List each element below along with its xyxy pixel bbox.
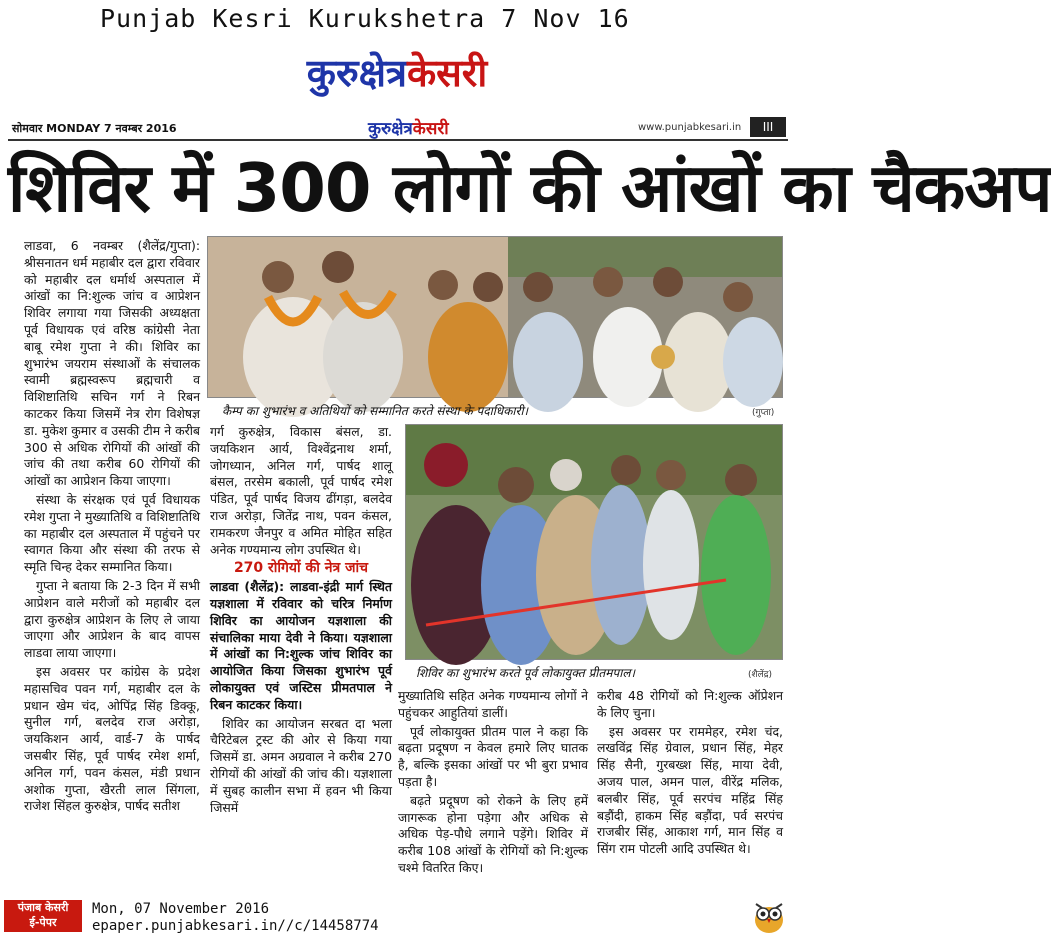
paragraph: मुख्यातिथि सहित अनेक गण्यमान्य लोगों ने पहुंचकर आहुतियां डालीं। bbox=[398, 688, 588, 720]
photo-image bbox=[406, 425, 782, 659]
paragraph: इस अवसर पर राममेहर, रमेश चंद, लखविंद्र सिंह ग्रेवाल, प्रधान सिंह, मेहर सिंह सैनी, गुरबख्श सिंह, माया देवी, अजय पाल, अमन पाल, वीरेंद्र मलिक, बलबीर सिंह, पूर्व सरपंच महिंद्र सिंह बड़ौंदी, हाकम सिंह बड़ौंदा, पर्व सरपंच राजबीर सिंह, आकाश गर्ग, मान सिंह व सिंग राम पोटली आदि उपस्थित थे। bbox=[597, 723, 783, 857]
paragraph: इस अवसर पर कांग्रेस के प्रदेश महासचिव पवन गर्ग, महाबीर दल के प्रधान खेम चंद, ओपिंद्र सिंह डिक्कू, सुनील गर्ग, बलदेव राज अरोड़ा, जयकिशन आर्य, वार्ड-7 के पार्षद जसबीर सिंह, पूर्व पार्षद रमेश शर्मा, अनिल गर्ग, पवन कंसल, मंडी प्रधान अशोक गुप्ता, खैरती लाल सिंगला, राजेश सिंहल कुरुक्षेत्र, पार्षद सतीश bbox=[24, 663, 200, 814]
site-url: www.punjabkesari.in bbox=[638, 122, 742, 133]
issue-date: सोमवार MONDAY 7 नवम्बर 2016 bbox=[12, 122, 177, 135]
masthead-part1: कुरुक्षेत्र bbox=[306, 51, 407, 95]
photo-credit-2: (शैलेंद्र) bbox=[748, 670, 773, 680]
page-header-bar bbox=[8, 117, 788, 141]
paragraph: पूर्व लोकायुक्त प्रीतम पाल ने कहा कि बढ़ता प्रदूषण न केवल हमारे लिए घातक है, बल्कि इसका आंखों पर भी बुरा प्रभाव पड़ता है। bbox=[398, 723, 588, 789]
headline: शिविर में 300 लोगों की आंखों का चैकअप bbox=[8, 149, 1051, 227]
photo-camp-inauguration bbox=[207, 236, 783, 398]
page-number: III bbox=[750, 117, 786, 137]
paragraph: गर्ग कुरुक्षेत्र, विकास बंसल, डा. जयकिशन आर्य, विश्वेंद्रनाथ शर्मा, जोगध्यान, अनिल गर्ग, पार्षद शालू बंसल, तरसेम बकाली, पूर्व पार्षद रमेश पंडित, पूर्व पार्षद विजय ढींगड़ा, बलदेव राज अरोड़ा, जितेंद्र नाथ, पवन कंसल, रामकरण जैनपुर व अमित मोहित सहित अनेक गण्यमान्य लोग उपस्थित थे। bbox=[210, 424, 392, 557]
subhead: 270 रोगियों की नेत्र जांच bbox=[233, 560, 369, 577]
epaper-footer bbox=[0, 896, 794, 940]
paragraph: लाडवा (शैलेंद्र): लाडवा-इंद्री मार्ग स्थित यज्ञशाला में रविवार को चरित्र निर्माण शिविर का आयोजन यज्ञशाला की संचालिका माया देवी ने किया। यज्ञशाला में आंखों का नि:शुल्क जांच शिविर का आयोजित किया जिसका शुभारंभ पूर्व लोकायुक्त एवं जस्टिस प्रीमतपाल ने रिबन काटकर किया। bbox=[210, 579, 392, 712]
article-column-4 bbox=[597, 688, 783, 890]
section-logo bbox=[368, 116, 449, 139]
section-logo-part2: केसरी bbox=[412, 119, 449, 139]
owl-mascot-icon bbox=[752, 898, 786, 934]
paragraph: गुप्ता ने बताया कि 2-3 दिन में सभी आप्रेशन वाले मरीजों को महाबीर दल द्वारा कुरुक्षेत्र आप्रेशन के लिए ले जाया जाएगा और आप्रेशन के बाद वापस लाडवा लाया जाएगा। bbox=[24, 577, 200, 661]
masthead-logo bbox=[0, 46, 794, 98]
paragraph: लाडवा, 6 नवम्बर (शैलेंद्र/गुप्ता): श्रीसनातन धर्म महाबीर दल द्वारा रविवार को महाबीर दल धर्मार्थ अस्पताल में आंखों का नि:शुल्क जांच व आप्रेशन शिविर लगाया गया जिसकी अध्यक्षता पूर्व विधायक एवं वरिष्ठ कांग्रेसी नेता बाबू रमेश गुप्ता ने की। शिविर का शुभारंभ जयराम संस्थाओं के संचालक स्वामी ब्रह्मस्वरूप ब्रह्मचारी व विशिष्टातिथि सचिन गर्ग ने रिबन काटकर किया जिसमें नेत्र रोग विशेषज्ञ डा. मुकेश कुमार व उसकी टीम ने करीब 300 से अधिक रोगियों की आंखों की जांच की तथा करीब 60 रोगियों की आंखों का आप्रेशन किया जाएगा। bbox=[24, 238, 200, 489]
epaper-logo bbox=[4, 900, 82, 932]
masthead-part2: केसरी bbox=[406, 51, 488, 95]
article-column-2 bbox=[210, 424, 392, 890]
footer-url[interactable]: epaper.punjabkesari.in//c/14458774 bbox=[92, 918, 379, 934]
photo-image bbox=[208, 237, 782, 397]
section-logo-part1: कुरुक्षेत्र bbox=[368, 119, 413, 139]
footer-date: Mon, 07 November 2016 bbox=[92, 901, 270, 917]
article-column-1 bbox=[24, 238, 200, 890]
photo-caption-2: शिविर का शुभारंभ करते पूर्व लोकायुक्त प्रीतमपाल। bbox=[416, 666, 636, 680]
paragraph: बढ़ते प्रदूषण को रोकने के लिए हमें जागरूक होना पड़ेगा और अधिक से अधिक पेड़-पौधे लगाने पड़ेंगे। शिविर में करीब 108 आंखों के रोगियों को नि:शुल्क चश्मे वितरित किए। bbox=[398, 792, 588, 875]
clipping-title: Punjab Kesri Kurukshetra 7 Nov 16 bbox=[100, 4, 630, 33]
paragraph: शिविर का आयोजन सरबत दा भला चैरिटेबल ट्रस्ट की ओर से किया गया जिसमें डा. अमन अग्रवाल ने करीब 270 रोगियों की आंखों की जांच की। यज्ञशाला में सुबह कालीन सभा में हवन भी किया जिसमें bbox=[210, 715, 392, 815]
epaper-brand: पंजाब केसरी bbox=[17, 901, 69, 914]
paragraph: संस्था के संरक्षक एवं पूर्व विधायक रमेश गुप्ता ने मुख्यातिथि व विशिष्टातिथि का महाबीर दल अस्पताल में पहुंचने पर स्वागत किया और संस्था की तरफ से स्मृति चिन्ह देकर सम्मानित किया। bbox=[24, 491, 200, 575]
article-column-3 bbox=[398, 688, 588, 890]
photo-caption-1: कैम्प का शुभारंभ व अतिथियों को सम्मानित करते संस्था के पदाधिकारी। bbox=[222, 404, 529, 418]
paragraph: करीब 48 रोगियों को नि:शुल्क ऑप्रेशन के लिए चुना। bbox=[597, 688, 783, 720]
epaper-brand-sub: ई-पेपर bbox=[29, 916, 57, 929]
photo-ribbon-cutting bbox=[405, 424, 783, 660]
photo-credit-1: (गुप्ता) bbox=[752, 408, 775, 418]
